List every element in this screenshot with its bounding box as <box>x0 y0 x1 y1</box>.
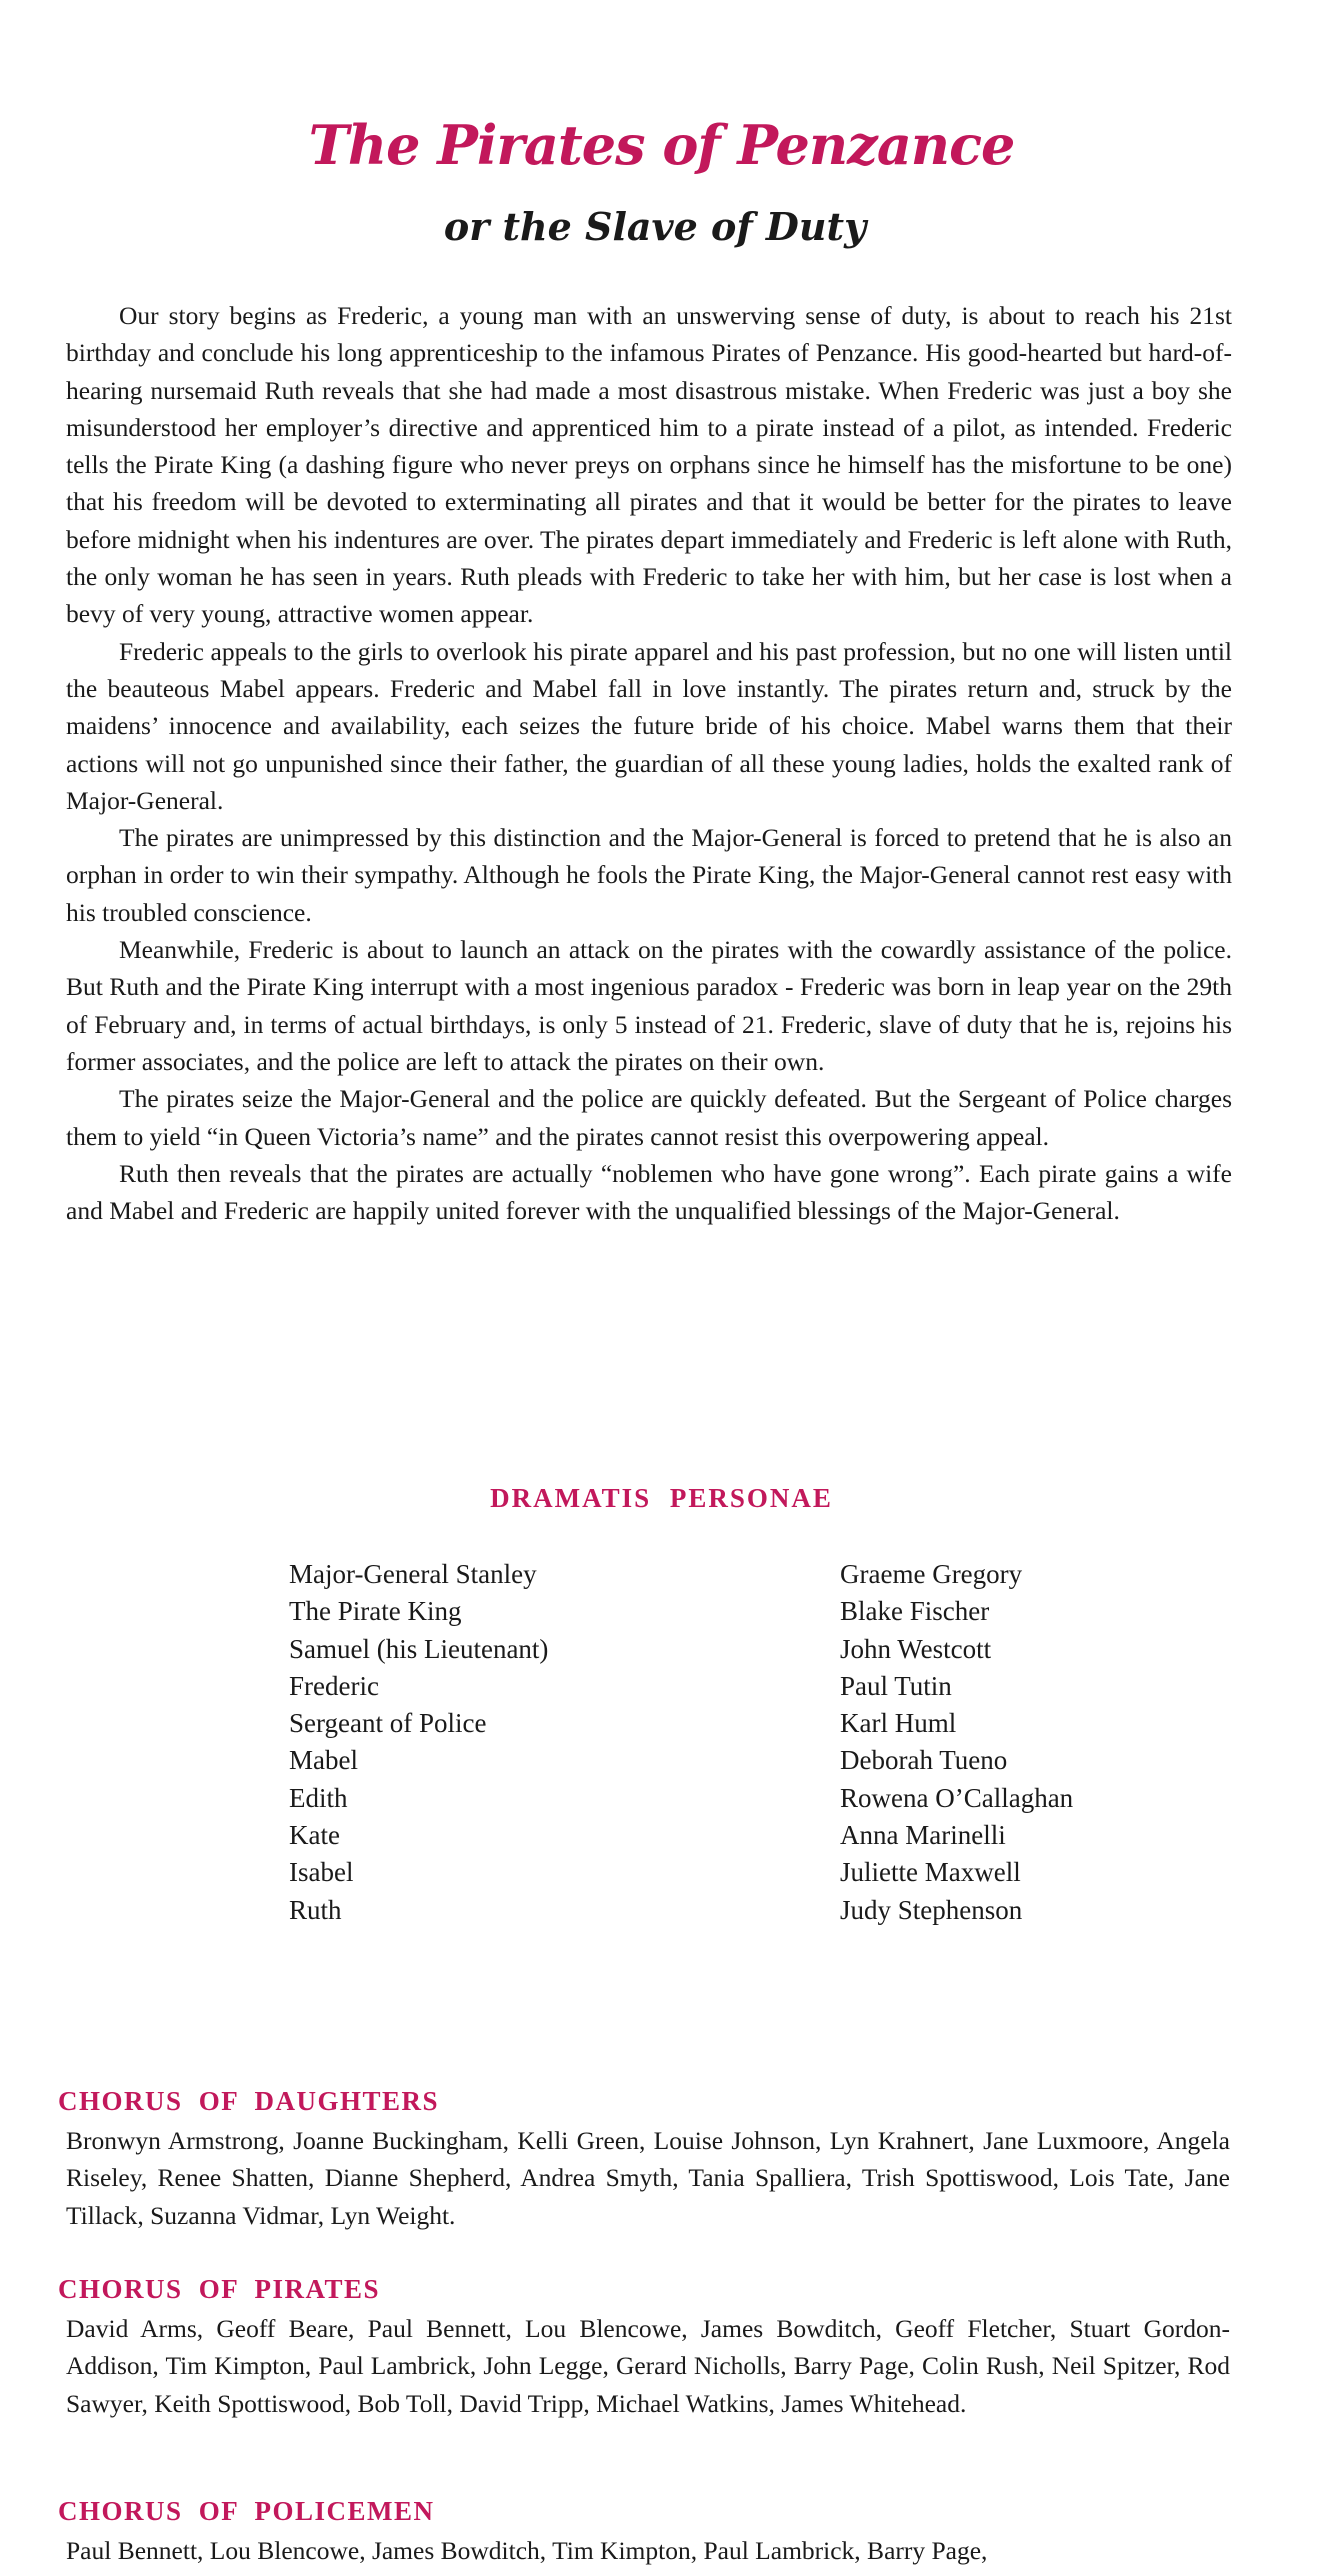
chorus-policemen-section <box>58 2493 1230 2569</box>
page-subtitle: or the Slave of Duty <box>443 204 867 249</box>
cast-row <box>289 1556 1189 1593</box>
cast-actor: Rowena O’Callaghan <box>840 1782 1074 1813</box>
chorus-daughters-section <box>58 2083 1230 2234</box>
cast-actor: Judy Stephenson <box>840 1894 1023 1925</box>
story-paragraph: The pirates are unimpressed by this distinction and the Major-General is forced to pretend that he is also an orphan in order to win their sympathy. Although he fools the Pirate King, the Major-General cannot rest easy with his troubled conscience. <box>66 823 1232 927</box>
cast-role: Frederic <box>289 1670 379 1701</box>
story-paragraph: Meanwhile, Frederic is about to launch an attack on the pirates with the cowardly assistance of the police. But Ruth and the Pirate King interrupt with a most ingenious paradox - Frederic was born in leap year on the 29th of February and, in terms of actual birthdays, is only 5 instead of 21. Frederic, slave of duty that he is, rejoins his former associates, and the police are left to attack the pirates on their own. <box>66 935 1232 1076</box>
cast-row <box>289 1742 1189 1779</box>
chorus-policemen-members: Paul Bennett, Lou Blencowe, James Bowditch, Tim Kimpton, Paul Lambrick, Barry Page, <box>66 2536 988 2565</box>
cast-actor: Anna Marinelli <box>840 1820 1006 1851</box>
cast-actor: Karl Huml <box>840 1708 957 1739</box>
story-paragraph: Our story begins as Frederic, a young man with an unswerving sense of duty, is about to reach his 21st birthday and conclude his long apprenticeship to the infamous Pirates of Penzance. His good-hearted but hard-of-hearing nursemaid Ruth reveals that she had made a most disastrous mistake. When Frederic was just a boy she misunderstood her employer’s directive and apprenticed him to a pirate instead of a pilot, as intended. Frederic tells the Pirate King (a dashing figure who never preys on orphans since he himself has the misfortune to be one) that his freedom will be devoted to exterminating all pirates and that it would be better for the pirates to leave before midnight when his indentures are over. The pirates depart immediately and Frederic is left alone with Ruth, the only woman he has seen in years. Ruth pleads with Frederic to take her with him, but her case is lost when a bevy of very young, attractive women appear. <box>66 301 1232 629</box>
cast-role: The Pirate King <box>289 1596 462 1627</box>
cast-actor: Juliette Maxwell <box>840 1857 1021 1888</box>
cast-role: Isabel <box>289 1857 354 1888</box>
chorus-pirates-members: David Arms, Geoff Beare, Paul Bennett, Lou Blencowe, James Bowditch, Geoff Fletcher, Stuart Gordon-Addison, Tim Kimpton, Paul Lambrick, John Legge, Gerard Nicholls, Barry Page, Colin Rush, Neil Spitzer, Rod Sawyer, Keith Spottiswood, Bob Toll, David Tripp, Michael Watkins, James Whitehead. <box>66 2314 1230 2418</box>
chorus-policemen-heading: CHORUS OF POLICEMEN <box>58 2496 435 2526</box>
cast-row <box>289 1817 1189 1854</box>
cast-row <box>289 1854 1189 1891</box>
cast-row <box>289 1668 1189 1705</box>
chorus-pirates-heading: CHORUS OF PIRATES <box>58 2274 381 2304</box>
cast-row <box>289 1892 1189 1929</box>
cast-actor: Graeme Gregory <box>840 1559 1023 1589</box>
page-title: The Pirates of Penzance <box>308 113 1015 177</box>
cast-role: Sergeant of Police <box>289 1708 487 1739</box>
cast-role: Samuel (his Lieutenant) <box>289 1633 549 1664</box>
cast-row <box>289 1780 1189 1817</box>
story-synopsis <box>66 297 1232 1229</box>
cast-role: Ruth <box>289 1894 342 1925</box>
story-paragraph: Ruth then reveals that the pirates are actually “noblemen who have gone wrong”. Each pirate gains a wife and Mabel and Frederic are happily united forever with the unqualified blessings of the Major-General. <box>66 1158 1232 1226</box>
chorus-daughters-heading: CHORUS OF DAUGHTERS <box>58 2086 440 2116</box>
cast-role: Mabel <box>289 1745 358 1776</box>
story-paragraph: Frederic appeals to the girls to overlook his pirate apparel and his past profession, but no one will listen until the beauteous Mabel appears. Frederic and Mabel fall in love instantly. The pirates return and, struck by the maidens’ innocence and availability, each seizes the future bride of his choice. Mabel warns them that their actions will not go unpunished since their father, the guardian of all these young ladies, holds the exalted rank of Major-General. <box>66 636 1232 815</box>
chorus-pirates-section <box>58 2271 1230 2422</box>
chorus-daughters-members: Bronwyn Armstrong, Joanne Buckingham, Kelli Green, Louise Johnson, Lyn Krahnert, Jane Luxmoore, Angela Riseley, Renee Shatten, Dianne Shepherd, Andrea Smyth, Tania Spalliera, Trish Spottiswood, Lois Tate, Jane Tillack, Suzanna Vidmar, Lyn Weight. <box>66 2126 1230 2230</box>
cast-actor: John Westcott <box>840 1633 992 1664</box>
cast-actor: Deborah Tueno <box>840 1745 1008 1776</box>
story-paragraph: The pirates seize the Major-General and the police are quickly defeated. But the Sergeant of Police charges them to yield “in Queen Victoria’s name” and the pirates cannot resist this overpowering appeal. <box>66 1084 1232 1151</box>
cast-row <box>289 1705 1189 1742</box>
cast-role: Edith <box>289 1782 348 1813</box>
cast-actor: Blake Fischer <box>840 1596 990 1627</box>
dramatis-personae-heading: DRAMATIS PERSONAE <box>490 1483 833 1513</box>
cast-row <box>289 1593 1189 1630</box>
cast-role: Kate <box>289 1820 340 1851</box>
cast-list <box>289 1556 1189 1929</box>
cast-row <box>289 1631 1189 1668</box>
cast-actor: Paul Tutin <box>840 1670 952 1701</box>
cast-role: Major-General Stanley <box>289 1559 537 1589</box>
